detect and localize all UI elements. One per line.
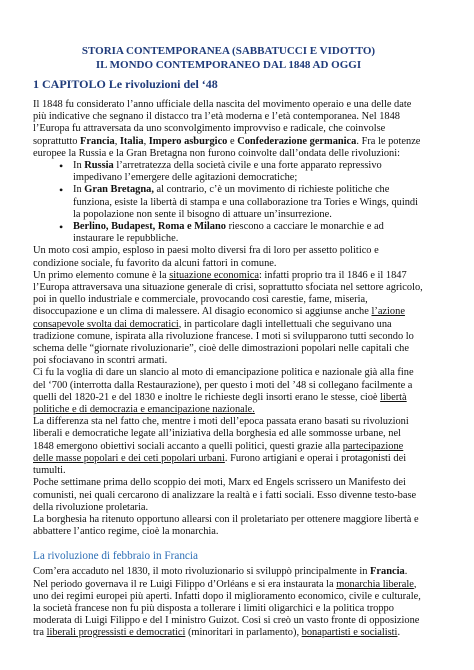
intro-paragraph: Il 1848 fu considerato l’anno ufficiale della nascita del movimento operaio e una delle date più indicative che segnano il distacco tra l’età moderna e l’età contemporanea. Nel 1848 l’Europa fu attraversata da uno sconvolgimento improvviso e radicale, che coinvolse soprattutto Francia, Italia, Impero asburgico e Confederazione germanica. Fra le potenze europee la Russia e la Gran Bretagna non furono coinvolte dall’ondata delle rivoluzioni: — [33, 99, 421, 159]
bourgeoisie-paragraph: La borghesia ha ritenuto opportuno allearsi con il proletariato per ottenere maggiore libertà e abbattere l’antico regime, cioè la monarchia. — [33, 513, 419, 538]
underlined-term: monarchia liberale — [336, 578, 414, 590]
list-item: • In Russia l’arretratezza della società civile e una forte apparato repressivo impedivano l’emergere delle agitazioni democratiche; — [59, 160, 424, 184]
list-item: • In Gran Bretagna, al contrario, c’è un movimento di richieste politiche che funziona, esiste la libertà di stampa e una collaborazione tra Tories e Wings, quindi la popolazione non sente il bisogno di attuare un’insurrezione. — [59, 184, 424, 221]
country-france: Francia — [80, 135, 115, 147]
causes-paragraph-1: Un moto così ampio, esploso in paesi molto diversi fra di loro per assetto politico e condizione sociale, fu favorito da alcuni fattori in comune. — [33, 245, 379, 269]
document-subtitle: IL MONDO CONTEMPORANEO DAL 1848 AD OGGI — [95, 59, 362, 71]
document-title: STORIA CONTEMPORANEA (SABBATUCCI E VIDOTTO) — [81, 45, 376, 57]
france-paragraph: Com’era accaduto nel 1830, il moto rivoluzionario si sviluppò principalmente in Francia. Nel periodo governava il re Luigi Filippo d’Orléans e si era instaurata la monarchia liberale, uno dei regimi europei più aperti. Infatti dopo il miglioramento economico, civile e culturale, la società francese non fu più disposta a tollerare i limiti oligarchici e la politica troppo moderata di Luigi Filippo e del I ministro Guizot. Così si creò un vasto fronte di opposizione tra liberali progressisti e democratici (minoritari in parlamento), bonapartisti e socialisti. — [33, 566, 421, 639]
underlined-term: l’azione consapevole svolta dai democratici — [33, 306, 405, 330]
continuity-paragraph: Ci fu la voglia di dare un slancio al moto di emancipazione politica e nazionale già alla fine del ‘700 (interrotta dalla Restaurazione), per questo i moti del ’48 si collegano facilmente a quelli del 1820-21 e del 1830 e inoltre le richieste degli insorti erano le stesse, cioè libertà politiche e di democrazia e emancipazione nazionale. — [33, 367, 414, 416]
list-item: • Berlino, Budapest, Roma e Milano riescono a cacciare le monarchie e ad instaurare le repubbliche. — [59, 221, 424, 245]
underlined-term: bonapartisti e socialisti — [301, 627, 398, 639]
underlined-term: situazione economica — [169, 269, 259, 281]
country-italy: Italia — [119, 135, 144, 147]
section-heading: La rivoluzione di febbraio in Francia — [33, 550, 198, 563]
country-austria: Impero asburgico — [148, 135, 228, 147]
underlined-term: partecipazione delle masse popolari e dei ceti popolari urbani — [33, 440, 404, 464]
causes-paragraph-2: Un primo elemento comune è la situazione economica: infatti proprio tra il 1846 e il 1847 l’Europa attraversava una situazione generale di crisi, soprattutto sfociata nel settore agricolo, poi in quello industriale e commerciale, provocando così carestie, fame, miseria, disoccupazione e un clima di malessere. Al disagio economico si aggiunse anche l’azione consapevole svolta dai democratici, in particolare dagli intellettuali che seguivano una tradizione comune, ispirata alla rivoluzione francese. I moti si svilupparono tutti secondo lo schema delle “giornate rivoluzionarie”, cioè delle dimostrazioni popolari nelle capitali che poi sfociavano in scontri armati. — [33, 269, 423, 367]
bullet-list — [33, 160, 424, 245]
difference-paragraph: La differenza sta nel fatto che, mentre i moti dell’epoca passata erano basati su rivoluzioni liberali e democratiche legate all’iniziativa della borghesia ed alle sommosse urbane, nel 1848 emergono obiettivi sociali accanto a quelli politici, questi grazie alla partecipazione delle masse popolari e dei ceti popolari urbani. Furono artigiani e operai i protagonisti dei tumulti. — [33, 416, 409, 477]
chapter-heading: 1 CAPITOLO Le rivoluzioni del ‘48 — [33, 77, 218, 91]
underlined-term: liberali progressisti e democratici — [46, 627, 186, 639]
country-germany: Confederazione germanica — [237, 135, 357, 147]
underlined-term: libertà politiche e di democrazia e emancipazione nazionale. — [33, 391, 407, 416]
manifesto-paragraph: Poche settimane prima dello scoppio dei moti, Marx ed Engels scrissero un Manifesto dei comunisti, nei quali cercarono di analizzare la realtà e i fatti sociali. Esso divenne testo-base della rivoluzione proletaria. — [33, 477, 417, 513]
